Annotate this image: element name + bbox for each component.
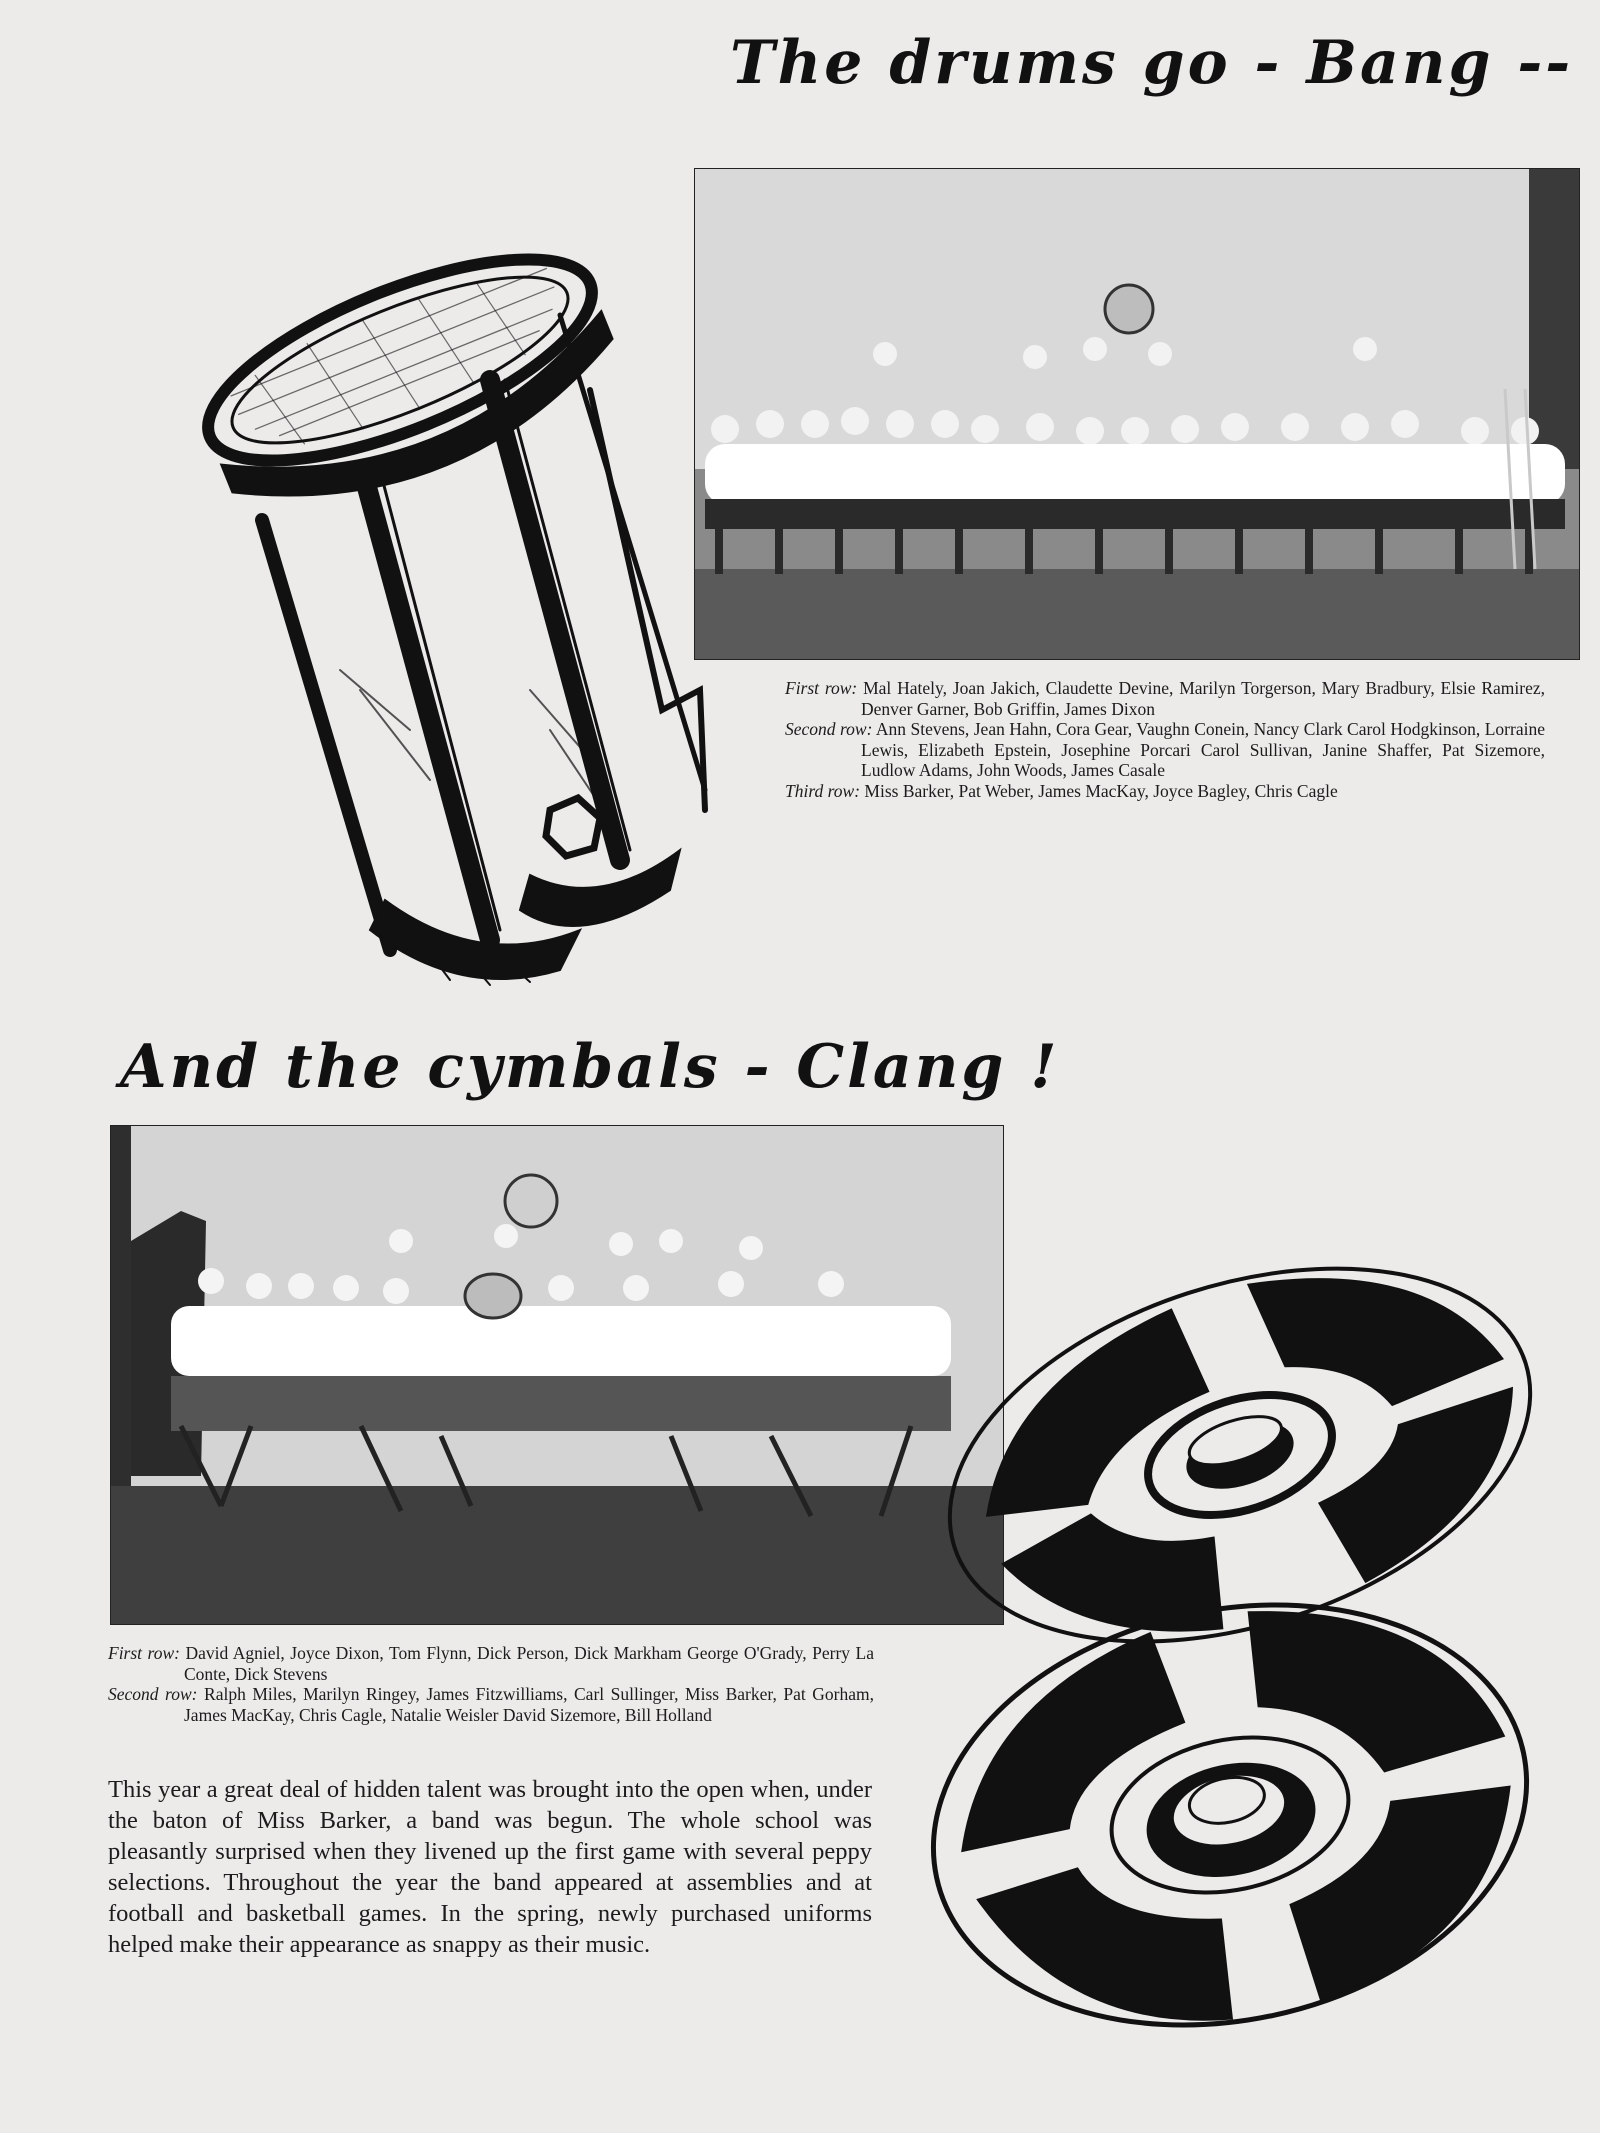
caption-row-names: Miss Barker, Pat Weber, James MacKay, Joyce Bagley, Chris Cagle xyxy=(864,780,1338,801)
cymbals-illustration xyxy=(920,1235,1600,2055)
caption-row-label: First row: xyxy=(108,1643,180,1663)
caption-row-label: Second row: xyxy=(108,1684,198,1704)
caption-row-label: Third row: xyxy=(785,780,861,801)
caption-row-names: David Agniel, Joyce Dixon, Tom Flynn, Dick Person, Dick Markham George O'Grady, Perry La Conte, Dick Stevens xyxy=(184,1643,875,1684)
caption-top xyxy=(785,678,1545,801)
caption-row-names: Mal Hately, Joan Jakich, Claudette Devine, Marilyn Torgerson, Mary Bradbury, Elsie Ramirez, Denver Garner, Bob Griffin, James Dixon xyxy=(861,678,1545,719)
caption-row-label: Second row: xyxy=(785,719,873,739)
headline-drums: The drums go - Bang -- xyxy=(730,28,1574,98)
caption-row-label: First row: xyxy=(785,678,858,698)
caption-row-names: Ann Stevens, Jean Hahn, Cora Gear, Vaughn Conein, Nancy Clark Carol Hodgkinson, Lorraine Lewis, Elizabeth Epstein, Josephine Porcari Carol Sullivan, Janine Shaffer, Pat Sizemore, Ludlow Adams, John Woods, James Casale xyxy=(861,719,1545,780)
caption-bottom xyxy=(108,1643,874,1725)
band-photo-bottom xyxy=(110,1125,1004,1625)
caption-row xyxy=(108,1684,874,1725)
band-photo-top xyxy=(694,168,1580,660)
caption-row-names: Ralph Miles, Marilyn Ringey, James Fitzwilliams, Carl Sullinger, Miss Barker, Pat Gorham, James MacKay, Chris Cagle, Natalie Weisler David Sizemore, Bill Holland xyxy=(184,1684,875,1725)
band-description: This year a great deal of hidden talent was brought into the open when, under the baton of Miss Barker, a band was begun. The whole school was pleasantly surprised when they livened up the first game with several peppy selections. Throughout the year the band appeared at assemblies and at football and basketball games. In the spring, newly purchased uniforms helped make their appearance as snappy as their music. xyxy=(108,1776,872,1958)
caption-row xyxy=(785,678,1545,719)
caption-row xyxy=(108,1643,874,1684)
caption-row xyxy=(785,719,1545,781)
caption-row xyxy=(785,781,1545,802)
headline-cymbals: And the cymbals - Clang ! xyxy=(120,1032,1060,1102)
drum-illustration xyxy=(200,170,760,1010)
